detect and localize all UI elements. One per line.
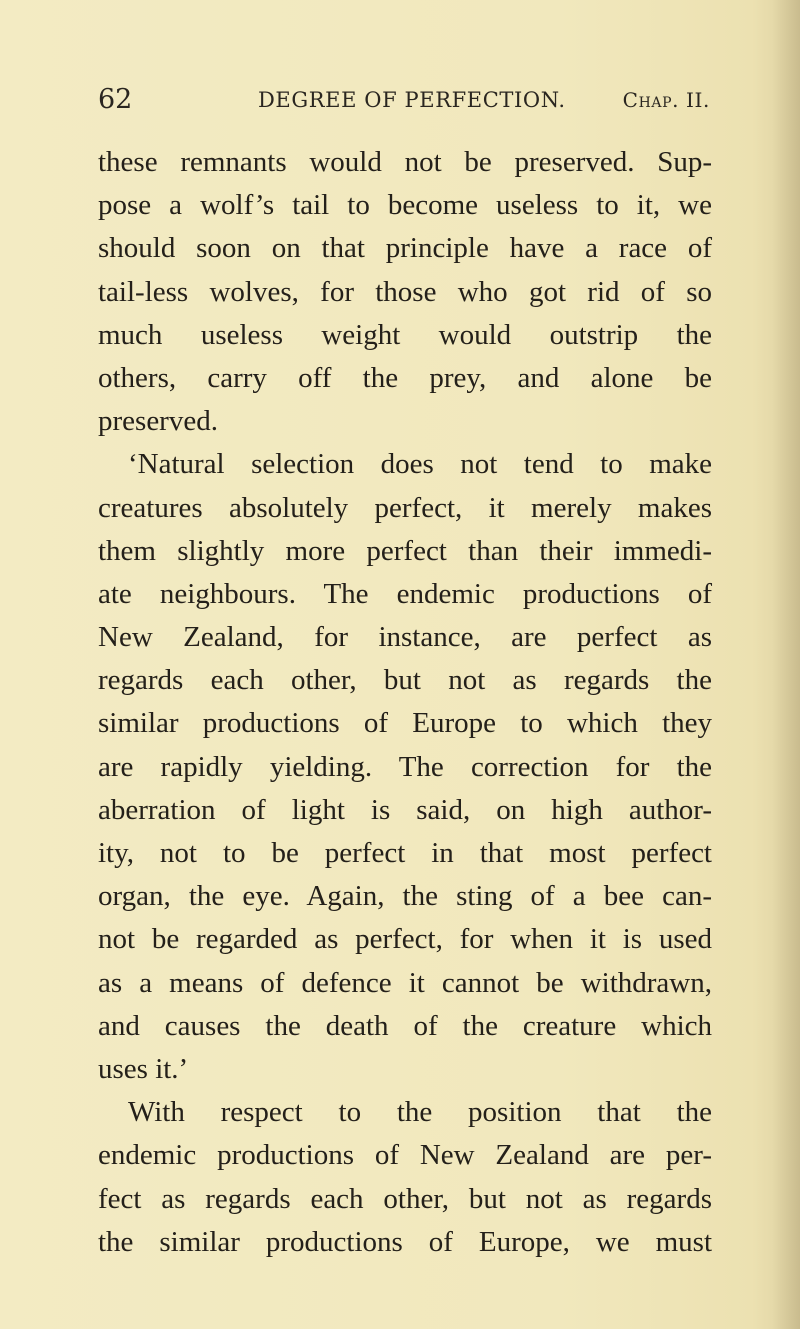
text-line: ate neighbours. The endemic productions of xyxy=(98,577,712,610)
text-line: tail-less wolves, for those who got rid of so xyxy=(98,275,712,308)
text-line: similar productions of Europe to which they xyxy=(98,707,712,740)
text-line: much useless weight would outstrip the xyxy=(98,318,712,351)
text-line: pose a wolf’s tail to become useless to it, we xyxy=(98,189,712,222)
text-line: as a means of defence it cannot be withdrawn, xyxy=(98,966,712,999)
text-line: uses it.’ xyxy=(98,1052,189,1085)
page-number: 62 xyxy=(98,84,133,115)
text-line: organ, the eye. Again, the sting of a bee can- xyxy=(98,880,712,913)
text-line: regards each other, but not as regards the xyxy=(98,664,712,697)
text-line: With respect to the position that the xyxy=(128,1096,712,1129)
text-line: New Zealand, for instance, are perfect as xyxy=(98,621,712,654)
text-line: preserved. xyxy=(98,405,218,438)
text-line: fect as regards each other, but not as regards xyxy=(98,1182,712,1215)
text-line: others, carry off the prey, and alone be xyxy=(98,361,712,394)
paragraph-2 xyxy=(98,443,712,1091)
text-line: ity, not to be perfect in that most perfect xyxy=(98,837,712,869)
text-line: them slightly more perfect than their immedi- xyxy=(98,534,712,567)
text-line: not be regarded as perfect, for when it is used xyxy=(98,923,712,956)
text-line: aberration of light is said, on high author- xyxy=(98,793,712,826)
paragraph-3 xyxy=(98,1091,712,1264)
text-line: and causes the death of the creature which xyxy=(98,1009,712,1042)
text-line: these remnants would not be preserved. Sup- xyxy=(98,146,712,178)
chapter-label: Chap. II. xyxy=(622,88,710,112)
running-title: DEGREE OF PERFECTION. xyxy=(258,88,566,112)
running-header xyxy=(98,82,710,118)
text-line: ‘Natural selection does not tend to make xyxy=(128,448,712,481)
body-text xyxy=(98,141,712,1264)
text-line: the similar productions of Europe, we must xyxy=(98,1225,712,1258)
text-line: are rapidly yielding. The correction for the xyxy=(98,750,712,783)
text-line: should soon on that principle have a race of xyxy=(98,232,712,265)
page-edge-shadow xyxy=(772,0,800,1329)
text-line: creatures absolutely perfect, it merely makes xyxy=(98,491,712,524)
paragraph-1 xyxy=(98,141,712,443)
text-line: endemic productions of New Zealand are per- xyxy=(98,1139,712,1172)
